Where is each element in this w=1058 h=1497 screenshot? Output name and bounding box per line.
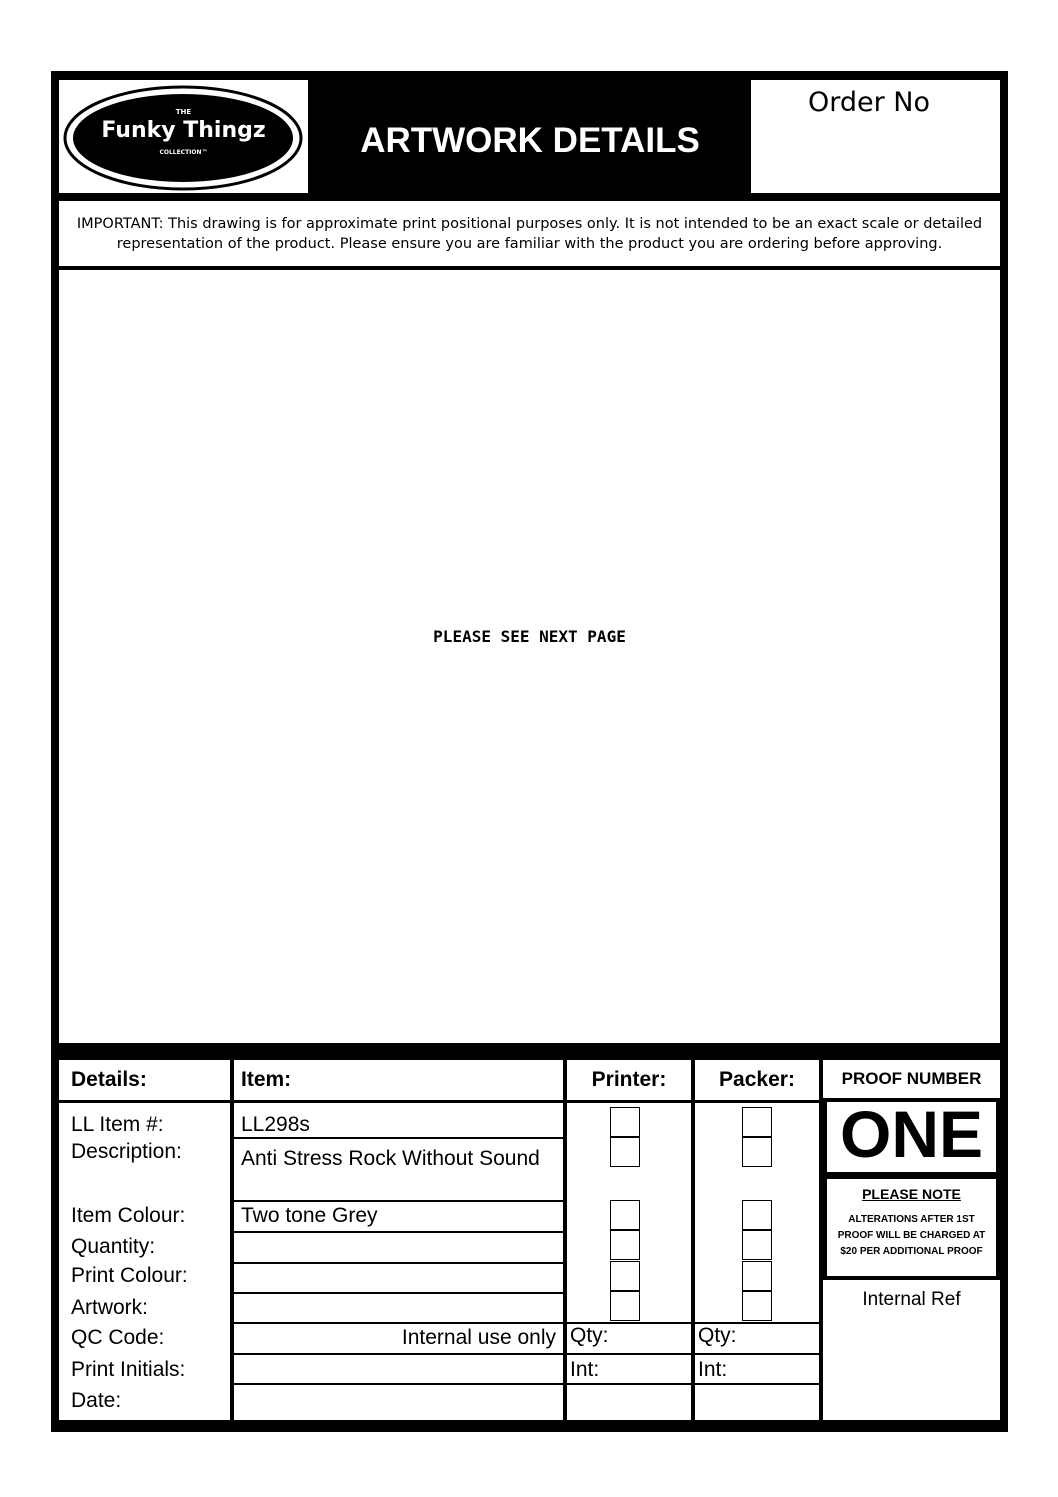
- proof-note-text: ALTERATIONS AFTER 1ST PROOF WILL BE CHARGED AT $20 PER ADDITIONAL PROOF: [837, 1214, 986, 1257]
- printer-checkbox[interactable]: [610, 1137, 640, 1167]
- row-value-ll-item: LL298s: [241, 1113, 310, 1136]
- printer-checkbox[interactable]: [610, 1261, 640, 1291]
- proof-number-label: PROOF NUMBER: [841, 1069, 982, 1088]
- packer-checkbox[interactable]: [742, 1230, 772, 1260]
- row-divider-item: [234, 1231, 563, 1233]
- printer-checkbox[interactable]: [610, 1230, 640, 1260]
- row-divider-item: [234, 1292, 563, 1294]
- details-header: Details:: [71, 1068, 147, 1091]
- packer-checkbox[interactable]: [742, 1200, 772, 1230]
- packer-checkbox[interactable]: [742, 1261, 772, 1291]
- artwork-area: [59, 270, 1000, 1043]
- printer-int-label: Int:: [570, 1358, 600, 1381]
- row-divider-item: [234, 1383, 563, 1385]
- packer-checkbox[interactable]: [742, 1107, 772, 1137]
- row-label-item-colour: Item Colour:: [71, 1204, 186, 1227]
- printer-checkbox[interactable]: [610, 1200, 640, 1230]
- notice-box: [59, 201, 1000, 266]
- row-label-date: Date:: [71, 1389, 122, 1412]
- printer-qty-label: Qty:: [570, 1324, 609, 1347]
- row-label-ll-item: LL Item #:: [71, 1113, 164, 1136]
- logo-cell: [59, 80, 308, 193]
- packer-int-label: Int:: [698, 1358, 728, 1381]
- row-value-description: Anti Stress Rock Without Sound: [241, 1147, 540, 1170]
- row-label-qc-code: QC Code:: [71, 1326, 165, 1349]
- page-title: ARTWORK DETAILS: [360, 121, 700, 160]
- order-number-label: Order No: [808, 87, 931, 118]
- row-divider-printer: [567, 1353, 819, 1355]
- packer-checkbox[interactable]: [742, 1291, 772, 1321]
- row-divider-item: [234, 1137, 563, 1139]
- logo-bottom-text: COLLECTION™: [159, 149, 208, 156]
- important-notice: IMPORTANT: This drawing is for approximate print positional purposes only. It is not intended to be an exact scale or detailed representation of the product. Please ensure you are familiar with the product you are ordering before approving.: [76, 216, 983, 252]
- proof-note-title: PLEASE NOTE: [862, 1186, 961, 1202]
- printer-checkbox[interactable]: [610, 1107, 640, 1137]
- logo-top-text: THE: [175, 108, 192, 116]
- row-value-item-colour: Two tone Grey: [241, 1204, 378, 1227]
- row-label-quantity: Quantity:: [71, 1235, 156, 1258]
- row-label-artwork: Artwork:: [71, 1296, 149, 1319]
- packer-header: Packer:: [719, 1068, 795, 1091]
- row-label-print-initials: Print Initials:: [71, 1358, 186, 1381]
- internal-ref-label: Internal Ref: [862, 1289, 961, 1310]
- row-divider-item: [234, 1322, 563, 1324]
- row-value-qc-code: Internal use only: [401, 1326, 556, 1349]
- printer-checkbox[interactable]: [610, 1291, 640, 1321]
- item-header: Item:: [241, 1068, 292, 1091]
- row-label-print-colour: Print Colour:: [71, 1264, 188, 1287]
- header-divider: [59, 1100, 819, 1103]
- row-divider-item: [234, 1353, 563, 1355]
- row-divider-item: [234, 1200, 563, 1202]
- printer-header: Printer:: [591, 1068, 667, 1091]
- row-label-description: Description:: [71, 1140, 182, 1163]
- row-divider-printer: [567, 1383, 819, 1385]
- proof-number-value: ONE: [839, 1097, 984, 1171]
- logo-main-text: Funky Thingz: [101, 118, 266, 143]
- packer-checkbox[interactable]: [742, 1137, 772, 1167]
- artwork-message: PLEASE SEE NEXT PAGE: [433, 627, 626, 646]
- order-number-box: [751, 80, 1000, 193]
- row-divider-item: [234, 1262, 563, 1264]
- packer-qty-label: Qty:: [698, 1324, 737, 1347]
